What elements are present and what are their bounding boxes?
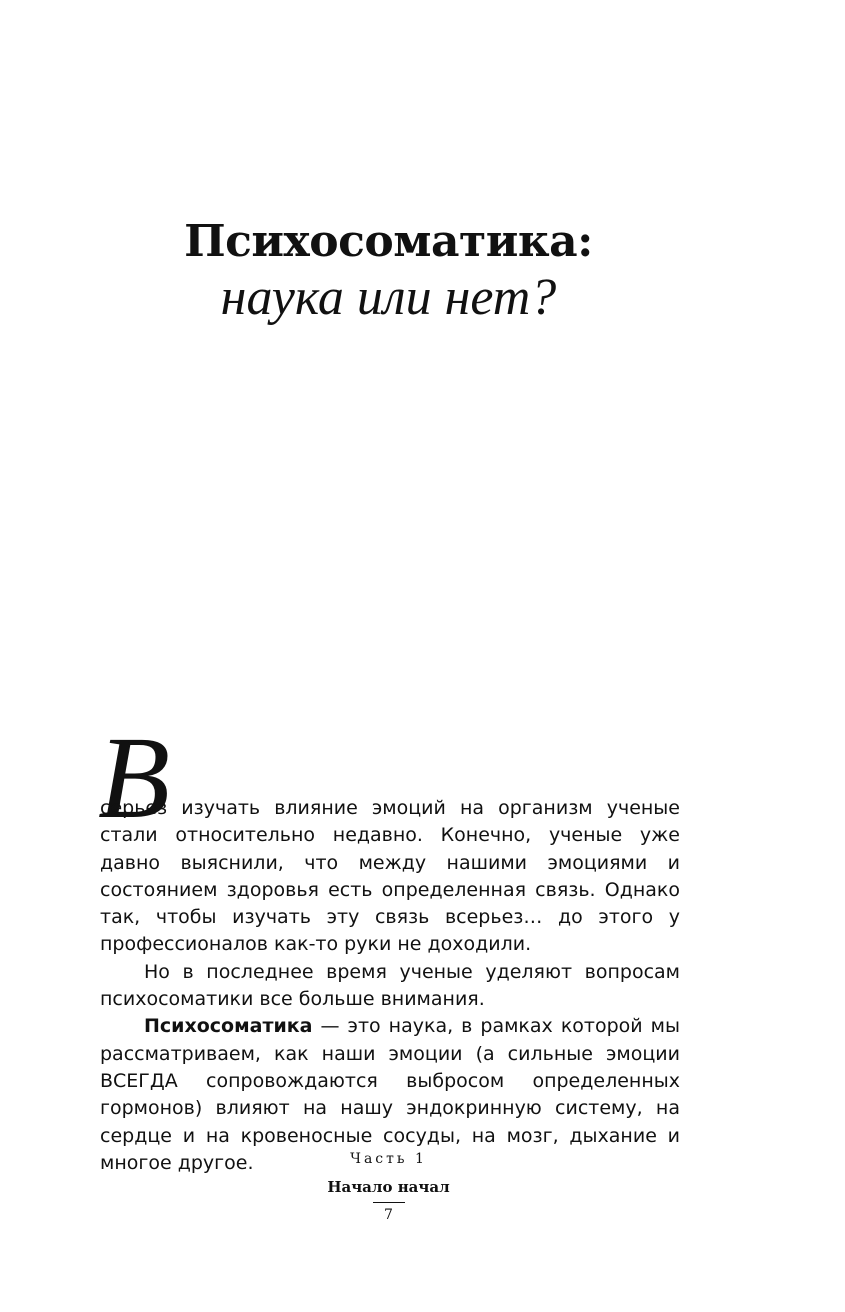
chapter-heading: [0, 214, 811, 326]
paragraph-1-text: серьез изучать влияние эмоций на организм ученые стали относительно недавно. Конечно, ученые уже давно выяснили, что между нашими эмоциями и состоянием здоровья есть определенная связь. Однако так, чтобы изучать эту связь всерьез… до этого у профессионалов как-то руки не доходили.: [100, 797, 680, 956]
chapter-title: Психосоматика:: [184, 216, 593, 267]
chapter-subtitle: наука или нет?: [220, 269, 557, 326]
term-psychosomatics: Психосоматика: [144, 1015, 313, 1038]
section-title: Начало начал: [327, 1178, 450, 1196]
drop-cap: В: [98, 712, 171, 843]
page-footer: [0, 1148, 811, 1226]
footer-divider: [373, 1202, 405, 1203]
page-number: 7: [384, 1207, 393, 1223]
body-text: [98, 712, 680, 1177]
paragraph-3-text: — это наука, в рамках которой мы рассматриваем, как наши эмоции (а сильные эмоции ВСЕГДА сопровождаются выбросом определенных гормонов) влияют на нашу эндокринную систему, на сердце и на кровеносные сосуды, на мозг, дыхание и многое другое.: [100, 1015, 680, 1174]
paragraph-1: [98, 712, 680, 959]
paragraph-2: Но в последнее время ученые уделяют вопросам психосоматики все больше внимания.: [100, 960, 680, 1011]
part-label: Часть 1: [350, 1151, 427, 1167]
